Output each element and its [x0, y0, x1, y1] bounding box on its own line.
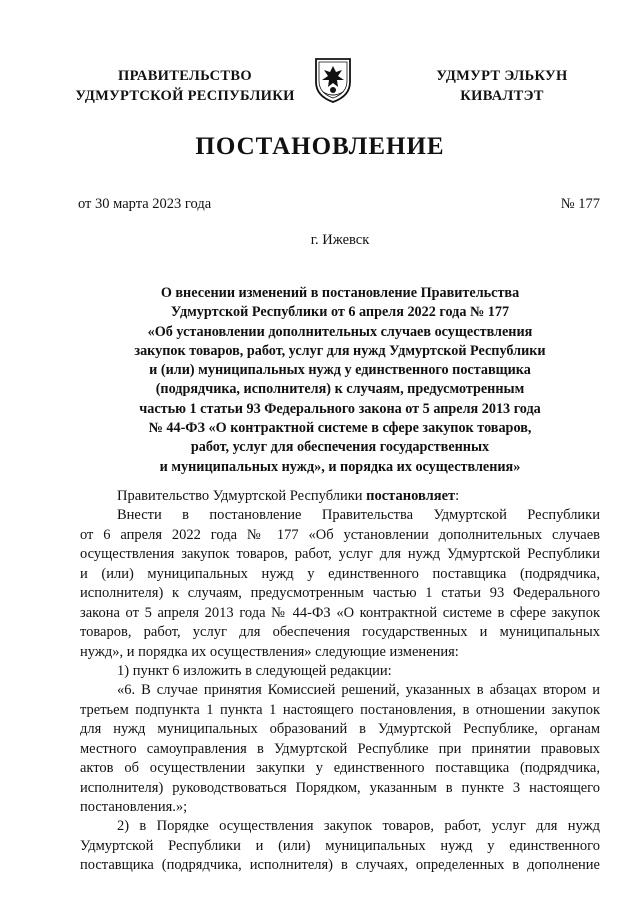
subject-line: Удмуртской Республики от 6 апреля 2022 года № 177: [170, 304, 510, 321]
subject-line: (подрядчика, исполнителя) к случаям, предусмотренным: [155, 381, 525, 398]
body-line: исполнителя) руководствоваться Порядком, указанным в пункте 3 настоящего: [80, 779, 600, 796]
body-line: и (или) муниципальных нужд у единственного поставщика (подрядчика,: [80, 565, 600, 582]
header-right-line-2: КИВАЛТЭТ: [460, 88, 544, 104]
intro-text: Правительство Удмуртской Республики: [117, 488, 367, 504]
body-line: 2) в Порядке осуществления закупок товаров, работ, услуг для нужд: [117, 818, 600, 835]
body-line: закона от 5 апреля 2013 года № 44-ФЗ «О контрактной системе в сфере закупок: [80, 604, 600, 621]
body-line: «6. В случае принятия Комиссией решений, указанных в абзацах втором и: [117, 682, 600, 699]
body-line: третьем подпункта 1 пункта 1 настоящего постановления, в отношении закупок: [80, 701, 600, 718]
intro-verb: постановляет: [366, 488, 456, 504]
subject-line: и (или) муниципальных нужд у единственного поставщика: [149, 362, 531, 379]
header-left-line-2: УДМУРТСКОЙ РЕСПУБЛИКИ: [75, 88, 295, 104]
document-date: от 30 марта 2023 года: [78, 196, 212, 212]
document-subject: [80, 284, 600, 477]
subject-line: «Об установлении дополнительных случаев осуществления: [147, 323, 533, 340]
body-line: Удмуртской Республики и (или) муниципальных нужд у единственного: [80, 837, 600, 854]
body-line: постановления.»;: [80, 799, 188, 815]
intro-end: :: [455, 488, 460, 504]
body-line: от 6 апреля 2022 года № 177 «Об установлении дополнительных случаев: [80, 526, 600, 543]
header-left-line-1: ПРАВИТЕЛЬСТВО: [118, 68, 252, 84]
body-line: актов об осуществлении закупки у единственного поставщика (подрядчика,: [80, 760, 600, 777]
coat-of-arms-icon: [313, 56, 353, 104]
document-city: г. Ижевск: [310, 232, 370, 248]
header-right-line-1: УДМУРТ ЭЛЬКУН: [436, 68, 568, 84]
body-line: исполнителя) к случаям, предусмотренным частью 1 статьи 93 Федерального: [80, 585, 600, 602]
body-line: для нужд муниципальных образований в Удмуртской Республике, органам: [80, 721, 600, 738]
subject-line: О внесении изменений в постановление Правительства: [160, 285, 520, 301]
intro-paragraph: [80, 487, 600, 506]
subject-line: частью 1 статьи 93 Федерального закона от 5 апреля 2013 года: [139, 400, 541, 417]
government-name-udmurt: [402, 66, 602, 106]
document-number: № 177: [560, 196, 600, 212]
body-line: нужд», и порядка их осуществления» следующие изменения:: [80, 643, 459, 660]
document-title: ПОСТАНОВЛЕНИЕ: [195, 133, 445, 160]
subject-line: № 44-ФЗ «О контрактной системе в сфере закупок товаров,: [148, 420, 532, 437]
body-line: осуществления закупок товаров, работ, услуг для нужд Удмуртской Республики: [80, 546, 600, 563]
body-line: 1) пункт 6 изложить в следующей редакции:: [117, 662, 392, 679]
body-line: поставщика (подрядчика, исполнителя) в случаях, определенных в дополнение: [80, 857, 600, 874]
body-line: местного самоуправления в Удмуртской Республике при принятии правовых: [80, 740, 600, 757]
body-line: Внести в постановление Правительства Удмуртской Республики: [117, 507, 600, 524]
document-body: [80, 487, 600, 876]
subject-line: работ, услуг для обеспечения государственных: [190, 439, 490, 456]
body-line: товаров, работ, услуг для обеспечения государственных и муниципальных: [80, 624, 600, 641]
subject-line: и муниципальных нужд», и порядка их осуществления»: [159, 458, 521, 475]
government-name-russian: [60, 66, 310, 106]
subject-line: закупок товаров, работ, услуг для нужд Удмуртской Республики: [134, 342, 546, 359]
